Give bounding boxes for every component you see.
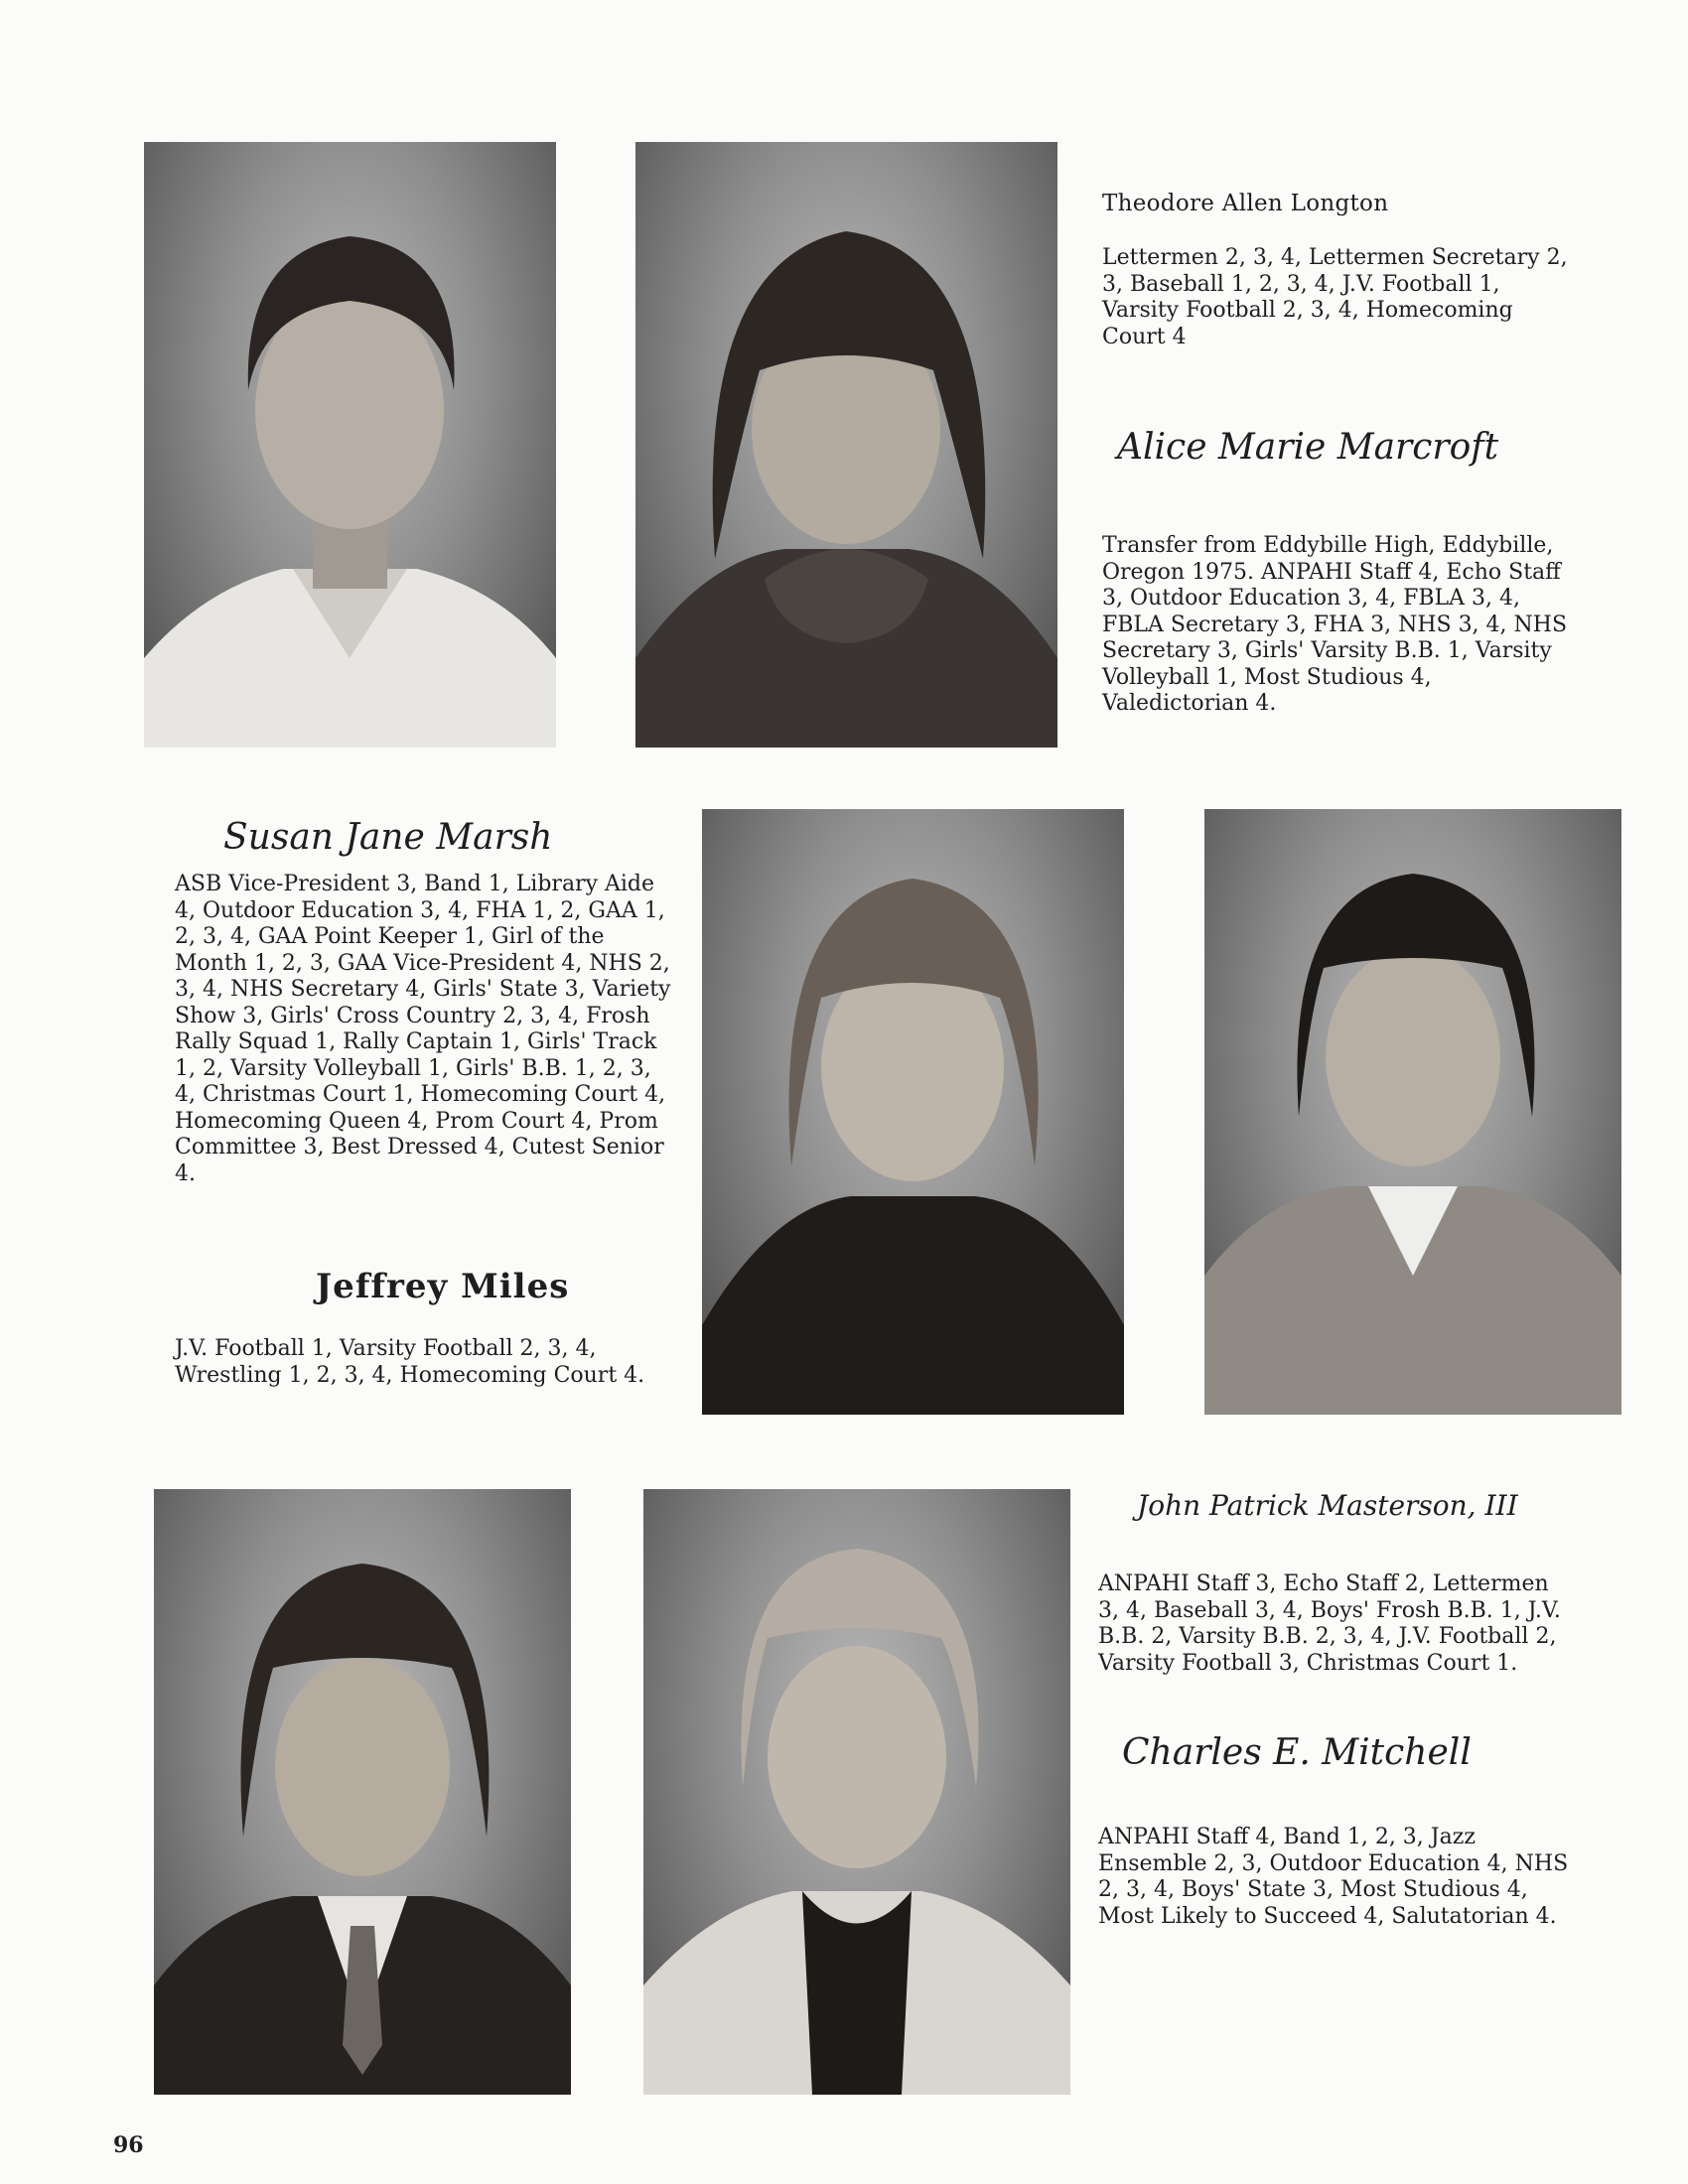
student-bio-john-masterson: ANPAHI Staff 3, Echo Staff 2, Lettermen 3, 4, Baseball 3, 4, Boys' Frosh B.B. 1, J.V. B.B. 2, Varsity B.B. 2, 3, 4, J.V. Football 2, Varsity Football 3, Christmas Court 1. xyxy=(1098,1571,1561,1676)
student-bio-theodore-longton: Lettermen 2, 3, 4, Lettermen Secretary 2, 3, Baseball 1, 2, 3, 4, J.V. Football 1, Varsity Football 2, 3, 4, Homecoming Court 4 xyxy=(1102,245,1568,349)
student-bio-jeffrey-miles: J.V. Football 1, Varsity Football 2, 3, 4, Wrestling 1, 2, 3, 4, Homecoming Court 4. xyxy=(175,1336,645,1388)
portrait-photo-alice-marcroft xyxy=(635,142,1057,748)
student-bio-susan-marsh: ASB Vice-President 3, Band 1, Library Aide 4, Outdoor Education 3, 4, FHA 1, 2, GAA 1, 2, 3, 4, GAA Point Keeper 1, Girl of the Month 1, 2, 3, GAA Vice-President 4, NHS 2, 3, 4, NHS Secretary 4, Girls' State 3, Variety Show 3, Girls' Cross Country 2, 3, 4, Frosh Rally Squad 1, Rally Captain 1, Girls' Track 1, 2, Varsity Volleyball 1, Girls' B.B. 1, 2, 3, 4, Christmas Court 1, Homecoming Court 4, Homecoming Queen 4, Prom Court 4, Prom Committee 3, Best Dressed 4, Cutest Senior 4. xyxy=(175,872,671,1186)
student-name-charles-mitchell: Charles E. Mitchell xyxy=(1122,1732,1472,1773)
portrait-photo-charles-mitchell xyxy=(643,1489,1070,2095)
student-name-john-masterson: John Patrick Masterson, III xyxy=(1137,1489,1518,1522)
student-bio-alice-marcroft: Transfer from Eddybille High, Eddybille, Oregon 1975. ANPAHI Staff 4, Echo Staff 3, Outdoor Education 3, 4, FBLA 3, 4, FBLA Secretary 3, FHA 3, NHS 3, 4, NHS Secretary 3, Girls' Varsity B.B. 1, Varsity Volleyball 1, Most Studious 4, Valedictorian 4. xyxy=(1102,533,1568,716)
student-name-theodore-longton: Theodore Allen Longton xyxy=(1102,191,1389,216)
portrait-photo-john-masterson xyxy=(154,1489,571,2095)
student-name-alice-marcroft: Alice Marie Marcroft xyxy=(1117,427,1499,468)
student-name-susan-marsh: Susan Jane Marsh xyxy=(223,817,553,858)
page-number: 96 xyxy=(113,2132,144,2158)
portrait-photo-jeffrey-miles xyxy=(1204,809,1621,1415)
portrait-photo-theodore-longton xyxy=(144,142,556,748)
student-name-jeffrey-miles: Jeffrey Miles xyxy=(316,1267,570,1306)
student-bio-charles-mitchell: ANPAHI Staff 4, Band 1, 2, 3, Jazz Ensemble 2, 3, Outdoor Education 4, NHS 2, 3, 4, Boys' State 3, Most Studious 4, Most Likely to Succeed 4, Salutatorian 4. xyxy=(1098,1825,1569,1929)
portrait-photo-susan-marsh xyxy=(702,809,1124,1415)
